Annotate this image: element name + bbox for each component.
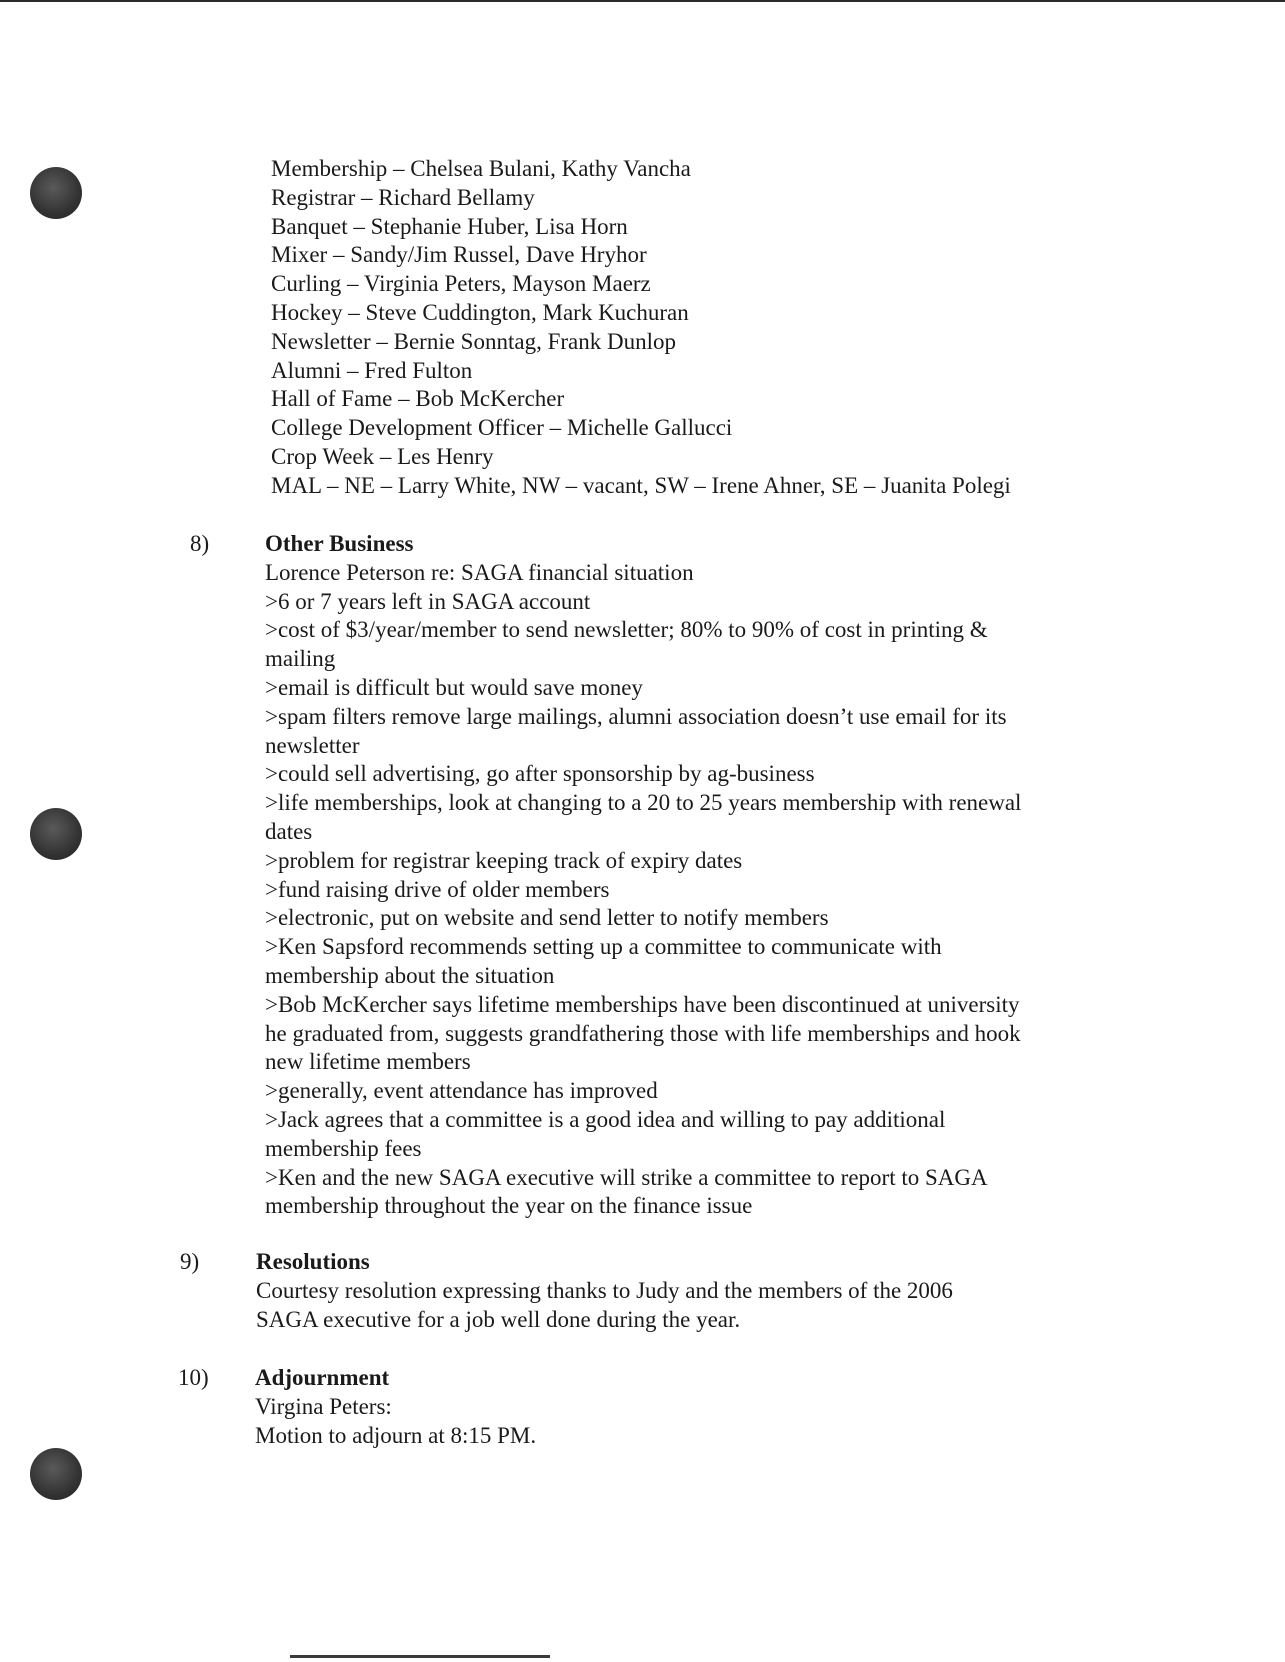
committee-line: Mixer – Sandy/Jim Russel, Dave Hryhor (271, 242, 647, 268)
section-line: newsletter (265, 732, 360, 758)
section-heading: Adjournment (255, 1365, 390, 1390)
section-line: membership about the situation (265, 962, 555, 988)
section-number: 10) (178, 1365, 209, 1390)
committee-line: MAL – NE – Larry White, NW – vacant, SW – Irene Ahner, SE – Juanita Polegi (271, 472, 1011, 498)
section-line: >electronic, put on website and send letter to notify members (265, 905, 829, 931)
committee-line: Hall of Fame – Bob McKercher (271, 386, 565, 412)
section-line: >problem for registrar keeping track of expiry dates (265, 847, 743, 873)
section-line: >Ken and the new SAGA executive will strike a committee to report to SAGA (265, 1164, 988, 1190)
scan-top-edge (0, 0, 1285, 2)
section-line: SAGA executive for a job well done during the year. (256, 1306, 741, 1332)
section-line: >Bob McKercher says lifetime memberships have been discontinued at university (265, 991, 1020, 1017)
committee-line: Hockey – Steve Cuddington, Mark Kuchuran (271, 299, 689, 325)
committee-line: Membership – Chelsea Bulani, Kathy Vancha (271, 156, 691, 181)
section-adjournment (255, 1364, 536, 1450)
section-line: he graduated from, suggests grandfathering those with life memberships and hook (265, 1020, 1021, 1046)
section-line: >email is difficult but would save money (265, 674, 643, 700)
section-resolutions (256, 1248, 953, 1334)
section-line: Motion to adjourn at 8:15 PM. (255, 1422, 537, 1448)
punch-hole (30, 808, 82, 860)
committee-line: Crop Week – Les Henry (271, 443, 494, 469)
punch-hole (30, 167, 82, 219)
committee-line: Banquet – Stephanie Huber, Lisa Horn (271, 213, 628, 239)
section-line: >Ken Sapsford recommends setting up a committee to communicate with (265, 934, 942, 960)
section-line: dates (265, 818, 313, 844)
section-line: >Jack agrees that a committee is a good idea and willing to pay additional (265, 1106, 946, 1132)
section-heading: Other Business (265, 531, 414, 556)
section-heading: Resolutions (256, 1249, 370, 1274)
section-line: >fund raising drive of older members (265, 876, 610, 902)
section-line: mailing (265, 646, 336, 672)
section-line: Courtesy resolution expressing thanks to Judy and the members of the 2006 (256, 1277, 953, 1303)
section-number: 8) (190, 531, 210, 556)
section-line: membership throughout the year on the finance issue (265, 1193, 753, 1219)
section-line: membership fees (265, 1135, 422, 1161)
section-line: new lifetime members (265, 1049, 471, 1075)
section-line: >cost of $3/year/member to send newsletter; 80% to 90% of cost in printing & (265, 617, 988, 643)
section-line: Lorence Peterson re: SAGA financial situation (265, 559, 694, 585)
section-line: >6 or 7 years left in SAGA account (265, 588, 591, 614)
section-line: >could sell advertising, go after sponsorship by ag-business (265, 761, 815, 787)
committee-line: College Development Officer – Michelle Gallucci (271, 415, 733, 441)
section-line: >generally, event attendance has improved (265, 1078, 658, 1104)
section-number: 9) (180, 1249, 200, 1274)
committee-line: Curling – Virginia Peters, Mayson Maerz (271, 271, 651, 297)
committee-line: Newsletter – Bernie Sonntag, Frank Dunlop (271, 328, 676, 354)
punch-hole (30, 1448, 82, 1500)
scan-bottom-edge (290, 1655, 550, 1658)
section-line: Virgina Peters: (255, 1393, 392, 1419)
section-line: >spam filters remove large mailings, alumni association doesn’t use email for its (265, 703, 1007, 729)
committee-line: Registrar – Richard Bellamy (271, 184, 535, 210)
committee-line: Alumni – Fred Fulton (271, 357, 473, 383)
committee-list (271, 155, 1011, 501)
section-other-business (265, 530, 1021, 1221)
section-line: >life memberships, look at changing to a 20 to 25 years membership with renewal (265, 790, 1022, 816)
